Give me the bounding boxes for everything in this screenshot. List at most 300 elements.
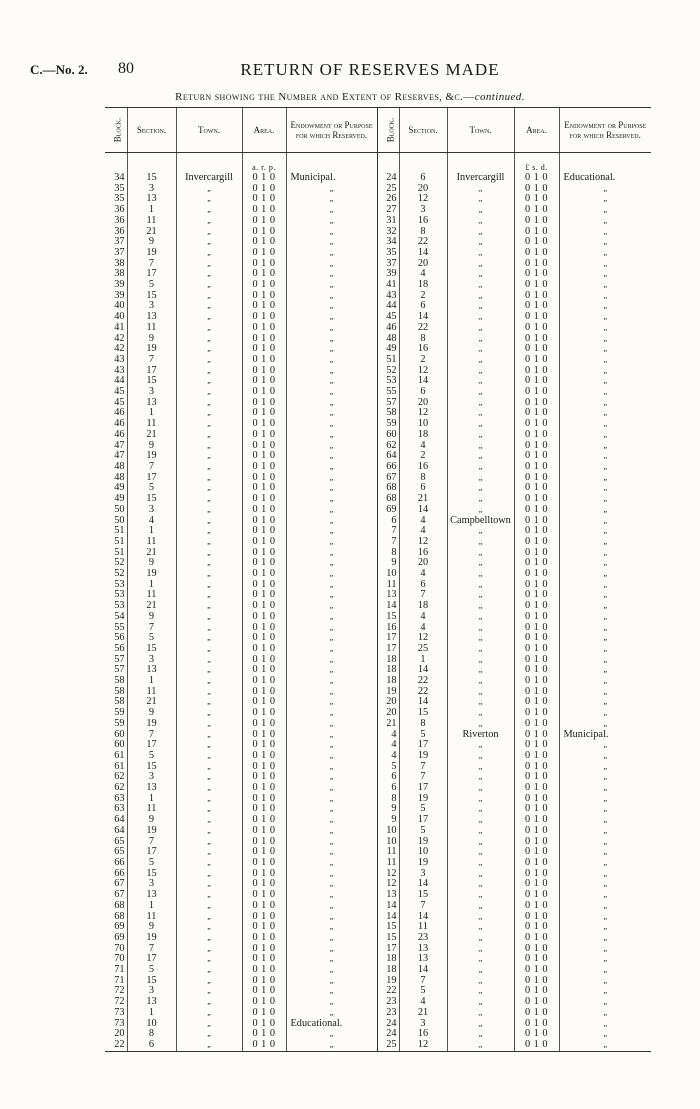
area-cell: 0 1 0 [514,280,559,291]
section-cell: 3 [127,505,176,516]
block-cell: 60 [114,740,125,751]
town-cell: „ [176,462,242,473]
town-cell: „ [176,847,242,858]
purpose-cell: „ [559,740,651,751]
block-cell: 72 [114,997,125,1008]
table-row [105,730,651,741]
section-cell: 14 [399,879,447,890]
block-cell: 64 [377,451,399,462]
town-cell: „ [176,1019,242,1030]
purpose-cell: „ [559,644,651,655]
town-cell: „ [176,665,242,676]
units-row [105,153,651,174]
town-cell: „ [447,269,514,280]
section-cell: 12 [399,194,447,205]
town-cell: „ [447,1008,514,1019]
section-cell: 1 [127,205,176,216]
section-cell: 4 [127,516,176,527]
block-cell: 67 [114,879,125,890]
area-cell: 0 1 0 [242,922,286,933]
section-cell: 9 [127,612,176,623]
purpose-cell: „ [286,986,377,997]
table-row [105,323,651,334]
purpose-cell: „ [286,858,377,869]
area-cell: 0 1 0 [514,580,559,591]
table-row [105,291,651,302]
area-cell: 0 1 0 [242,408,286,419]
section-cell: 9 [127,441,176,452]
area-cell: 0 1 0 [514,1040,559,1051]
table-row [105,590,651,601]
block-cell: 34 [377,237,399,248]
area-cell: 0 1 0 [242,548,286,559]
town-cell: „ [447,954,514,965]
town-cell: „ [447,590,514,601]
area-cell: 0 1 0 [514,387,559,398]
purpose-cell: „ [286,815,377,826]
area-cell: 0 1 0 [514,216,559,227]
block-cell: 40 [114,312,125,323]
town-cell: „ [176,751,242,762]
table-row [105,708,651,719]
section-cell: 21 [399,1008,447,1019]
table-row [105,205,651,216]
purpose-cell: „ [286,462,377,473]
section-cell: 17 [399,815,447,826]
purpose-cell: „ [559,280,651,291]
section-cell: 7 [127,462,176,473]
section-cell: 19 [127,344,176,355]
section-cell: 5 [399,730,447,741]
area-cell: 0 1 0 [242,441,286,452]
section-cell: 20 [399,558,447,569]
section-cell: 9 [127,237,176,248]
section-cell: 22 [399,323,447,334]
block-cell: 8 [377,548,399,559]
section-cell: 12 [399,408,447,419]
area-cell: 0 1 0 [242,751,286,762]
town-cell: „ [176,248,242,259]
purpose-cell: „ [559,312,651,323]
purpose-cell: „ [286,237,377,248]
area-cell: 0 1 0 [514,837,559,848]
town-cell: „ [447,665,514,676]
town-cell: „ [176,890,242,901]
town-cell: „ [176,676,242,687]
header-section-right: Section. [399,108,447,153]
purpose-cell: „ [286,526,377,537]
town-cell: „ [176,623,242,634]
section-cell: 1 [127,526,176,537]
town-cell: „ [447,879,514,890]
purpose-cell: „ [559,558,651,569]
town-cell: „ [176,826,242,837]
town-cell: „ [447,387,514,398]
purpose-cell: „ [559,890,651,901]
purpose-cell: Municipal. [286,173,377,184]
table-row [105,344,651,355]
table-row [105,687,651,698]
section-cell: 7 [127,623,176,634]
area-cell: 0 1 0 [242,826,286,837]
area-cell: 0 1 0 [242,184,286,195]
block-cell: 17 [377,633,399,644]
table-row [105,419,651,430]
block-cell: 64 [114,825,125,836]
block-cell: 53 [114,579,125,590]
table-row [105,954,651,965]
table-row [105,751,651,762]
section-cell: 17 [127,366,176,377]
purpose-cell: „ [559,259,651,270]
block-cell: 23 [377,997,399,1008]
area-cell: 0 1 0 [514,398,559,409]
table-row [105,815,651,826]
block-cell: 45 [114,387,125,398]
area-cell: 0 1 0 [242,954,286,965]
area-cell: 0 1 0 [242,740,286,751]
town-cell: „ [176,986,242,997]
area-cell: 0 1 0 [242,879,286,890]
section-cell: 19 [399,858,447,869]
reserves-table-container [105,107,651,1087]
purpose-cell: „ [559,912,651,923]
block-cell: 24 [377,173,399,184]
area-cell: 0 1 0 [514,312,559,323]
block-cell: 46 [114,419,125,430]
section-cell: 2 [399,291,447,302]
block-cell: 72 [114,986,125,997]
area-cell: 0 1 0 [514,516,559,527]
purpose-cell: „ [559,248,651,259]
block-cell: 59 [114,718,125,729]
area-cell: 0 1 0 [514,451,559,462]
area-cell: 0 1 0 [242,473,286,484]
purpose-cell: „ [286,408,377,419]
town-cell: „ [447,997,514,1008]
town-cell: „ [447,772,514,783]
area-cell: 0 1 0 [514,601,559,612]
town-cell: „ [176,451,242,462]
block-cell: 4 [377,751,399,762]
block-cell: 48 [377,334,399,345]
area-cell: 0 1 0 [242,462,286,473]
purpose-cell: „ [559,826,651,837]
purpose-cell: „ [559,1029,651,1040]
section-cell: 15 [127,376,176,387]
page-subtitle [0,91,700,103]
purpose-cell: „ [286,227,377,238]
purpose-cell: „ [286,933,377,944]
block-cell: 47 [114,440,125,451]
section-cell: 13 [127,312,176,323]
town-cell: „ [176,997,242,1008]
purpose-cell: „ [286,1008,377,1019]
section-cell: 17 [127,269,176,280]
section-cell: 4 [399,997,447,1008]
area-cell: 0 1 0 [242,269,286,280]
block-cell: 69 [114,922,125,933]
section-cell: 15 [127,173,176,184]
purpose-cell: „ [286,912,377,923]
town-cell: „ [176,184,242,195]
table-row [105,387,651,398]
block-cell: 23 [377,1008,399,1019]
town-cell: „ [447,623,514,634]
area-cell: 0 1 0 [242,280,286,291]
block-cell: 40 [114,301,125,312]
purpose-cell: „ [286,922,377,933]
section-cell: 10 [127,1019,176,1030]
town-cell: „ [447,965,514,976]
block-cell: 57 [114,654,125,665]
section-cell: 16 [399,344,447,355]
town-cell: „ [176,612,242,623]
purpose-cell: „ [286,205,377,216]
section-cell: 1 [127,676,176,687]
area-cell: 0 1 0 [514,794,559,805]
section-cell: 1 [127,1008,176,1019]
area-cell: 0 1 0 [514,815,559,826]
town-cell: „ [176,815,242,826]
town-cell: „ [176,312,242,323]
town-cell: „ [176,259,242,270]
purpose-cell: „ [559,623,651,634]
block-cell: 52 [377,366,399,377]
area-cell: 0 1 0 [242,194,286,205]
table-row [105,1029,651,1040]
town-cell: „ [176,494,242,505]
purpose-cell: „ [559,216,651,227]
area-cell: 0 1 0 [242,516,286,527]
area-cell: 0 1 0 [514,205,559,216]
town-cell: „ [447,259,514,270]
section-cell: 19 [127,826,176,837]
town-cell: „ [447,462,514,473]
block-cell: 20 [377,697,399,708]
town-cell: „ [176,366,242,377]
area-cell: 0 1 0 [242,312,286,323]
block-cell: 14 [377,601,399,612]
town-cell: „ [176,804,242,815]
block-cell: 15 [377,612,399,623]
purpose-cell: „ [559,205,651,216]
section-cell: 13 [127,783,176,794]
block-cell: 67 [114,890,125,901]
purpose-cell: „ [559,548,651,559]
area-cell: 0 1 0 [242,227,286,238]
town-cell: „ [176,355,242,366]
reserves-table [105,107,651,1052]
area-cell: 0 1 0 [242,580,286,591]
area-cell: 0 1 0 [514,334,559,345]
section-cell: 19 [127,933,176,944]
town-cell: „ [447,505,514,516]
town-cell: „ [176,569,242,580]
purpose-cell: „ [559,355,651,366]
town-cell: „ [176,408,242,419]
table-row [105,965,651,976]
block-cell: 48 [114,461,125,472]
table-row [105,794,651,805]
block-cell: 66 [114,868,125,879]
purpose-cell: „ [559,879,651,890]
block-cell: 51 [114,526,125,537]
section-cell: 12 [399,633,447,644]
town-cell: „ [176,1008,242,1019]
purpose-cell: „ [286,954,377,965]
purpose-cell: „ [286,633,377,644]
section-cell: 5 [127,965,176,976]
purpose-cell: „ [559,804,651,815]
purpose-cell: „ [286,430,377,441]
town-cell: „ [447,815,514,826]
area-cell: 0 1 0 [514,483,559,494]
area-cell: 0 1 0 [514,976,559,987]
town-cell: „ [176,901,242,912]
table-row [105,665,651,676]
block-cell: 5 [377,762,399,773]
block-cell: 49 [377,344,399,355]
area-cell: 0 1 0 [514,676,559,687]
town-cell: „ [447,205,514,216]
block-cell: 20 [377,708,399,719]
town-cell: „ [447,944,514,955]
block-cell: 50 [114,515,125,526]
block-cell: 37 [377,259,399,270]
purpose-cell: „ [286,997,377,1008]
purpose-cell: „ [559,815,651,826]
block-cell: 70 [114,954,125,965]
town-cell: „ [176,473,242,484]
block-cell: 45 [114,397,125,408]
purpose-cell: „ [286,740,377,751]
area-cell: 0 1 0 [514,344,559,355]
section-cell: 5 [399,804,447,815]
table-row [105,516,651,527]
section-cell: 13 [127,997,176,1008]
town-cell: „ [447,901,514,912]
section-cell: 18 [399,280,447,291]
area-cell: 0 1 0 [242,451,286,462]
town-cell: „ [176,740,242,751]
purpose-cell: „ [286,869,377,880]
section-cell: 1 [127,794,176,805]
purpose-cell: „ [286,483,377,494]
town-cell: „ [176,644,242,655]
block-cell: 32 [377,227,399,238]
section-cell: 7 [127,730,176,741]
town-cell: „ [176,783,242,794]
section-cell: 7 [127,837,176,848]
purpose-cell: „ [559,1008,651,1019]
section-cell: 8 [399,227,447,238]
town-cell: „ [447,804,514,815]
purpose-cell: „ [286,901,377,912]
purpose-cell: „ [286,505,377,516]
block-cell: 18 [377,954,399,965]
purpose-cell: „ [286,419,377,430]
area-cell: 0 1 0 [514,804,559,815]
area-cell: 0 1 0 [514,494,559,505]
block-cell: 66 [377,462,399,473]
area-cell: 0 1 0 [242,366,286,377]
town-cell: „ [447,1019,514,1030]
block-cell: 71 [114,965,125,976]
area-cell: 0 1 0 [514,954,559,965]
purpose-cell: „ [286,655,377,666]
table-row [105,248,651,259]
town-cell: „ [447,869,514,880]
town-cell: „ [176,430,242,441]
section-cell: 11 [127,687,176,698]
area-cell: 0 1 0 [242,976,286,987]
block-cell: 34 [114,173,125,183]
purpose-cell: „ [286,259,377,270]
town-cell: „ [447,334,514,345]
area-cell: 0 1 0 [514,879,559,890]
block-cell: 53 [114,590,125,601]
block-cell: 7 [377,537,399,548]
area-cell: 0 1 0 [514,997,559,1008]
area-cell: 0 1 0 [514,590,559,601]
table-row [105,312,651,323]
section-cell: 11 [127,912,176,923]
area-cell: 0 1 0 [242,259,286,270]
area-cell: 0 1 0 [242,804,286,815]
block-cell: 25 [377,184,399,195]
town-cell: „ [447,794,514,805]
purpose-cell: „ [559,762,651,773]
section-cell: 21 [127,697,176,708]
town-cell: „ [176,387,242,398]
section-cell: 11 [127,537,176,548]
page-title: RETURN OF RESERVES MADE [240,60,500,79]
block-cell: 26 [377,194,399,205]
block-cell: 6 [377,516,399,527]
section-cell: 2 [399,451,447,462]
block-cell: 48 [114,472,125,483]
area-cell: 0 1 0 [242,933,286,944]
block-cell: 19 [377,687,399,698]
block-cell: 62 [377,441,399,452]
section-cell: 22 [399,687,447,698]
section-cell: 14 [399,312,447,323]
block-cell: 8 [377,794,399,805]
purpose-cell: „ [286,772,377,783]
purpose-cell: „ [559,227,651,238]
block-cell: 58 [114,686,125,697]
area-cell: 0 1 0 [242,655,286,666]
purpose-cell: „ [286,376,377,387]
town-cell: Invercargill [176,173,242,184]
block-cell: 42 [114,344,125,355]
table-row [105,334,651,345]
purpose-cell: „ [286,473,377,484]
purpose-cell: „ [559,366,651,377]
purpose-cell: „ [559,601,651,612]
subtitle-text: Return showing the Number and Extent of Reserves, &c.— [175,91,475,103]
area-cell: 0 1 0 [242,772,286,783]
area-cell: 0 1 0 [242,430,286,441]
town-cell: „ [447,526,514,537]
section-cell: 14 [399,665,447,676]
purpose-cell: „ [286,837,377,848]
purpose-cell: „ [286,719,377,730]
table-row [105,890,651,901]
section-cell: 17 [399,783,447,794]
town-cell: „ [176,879,242,890]
